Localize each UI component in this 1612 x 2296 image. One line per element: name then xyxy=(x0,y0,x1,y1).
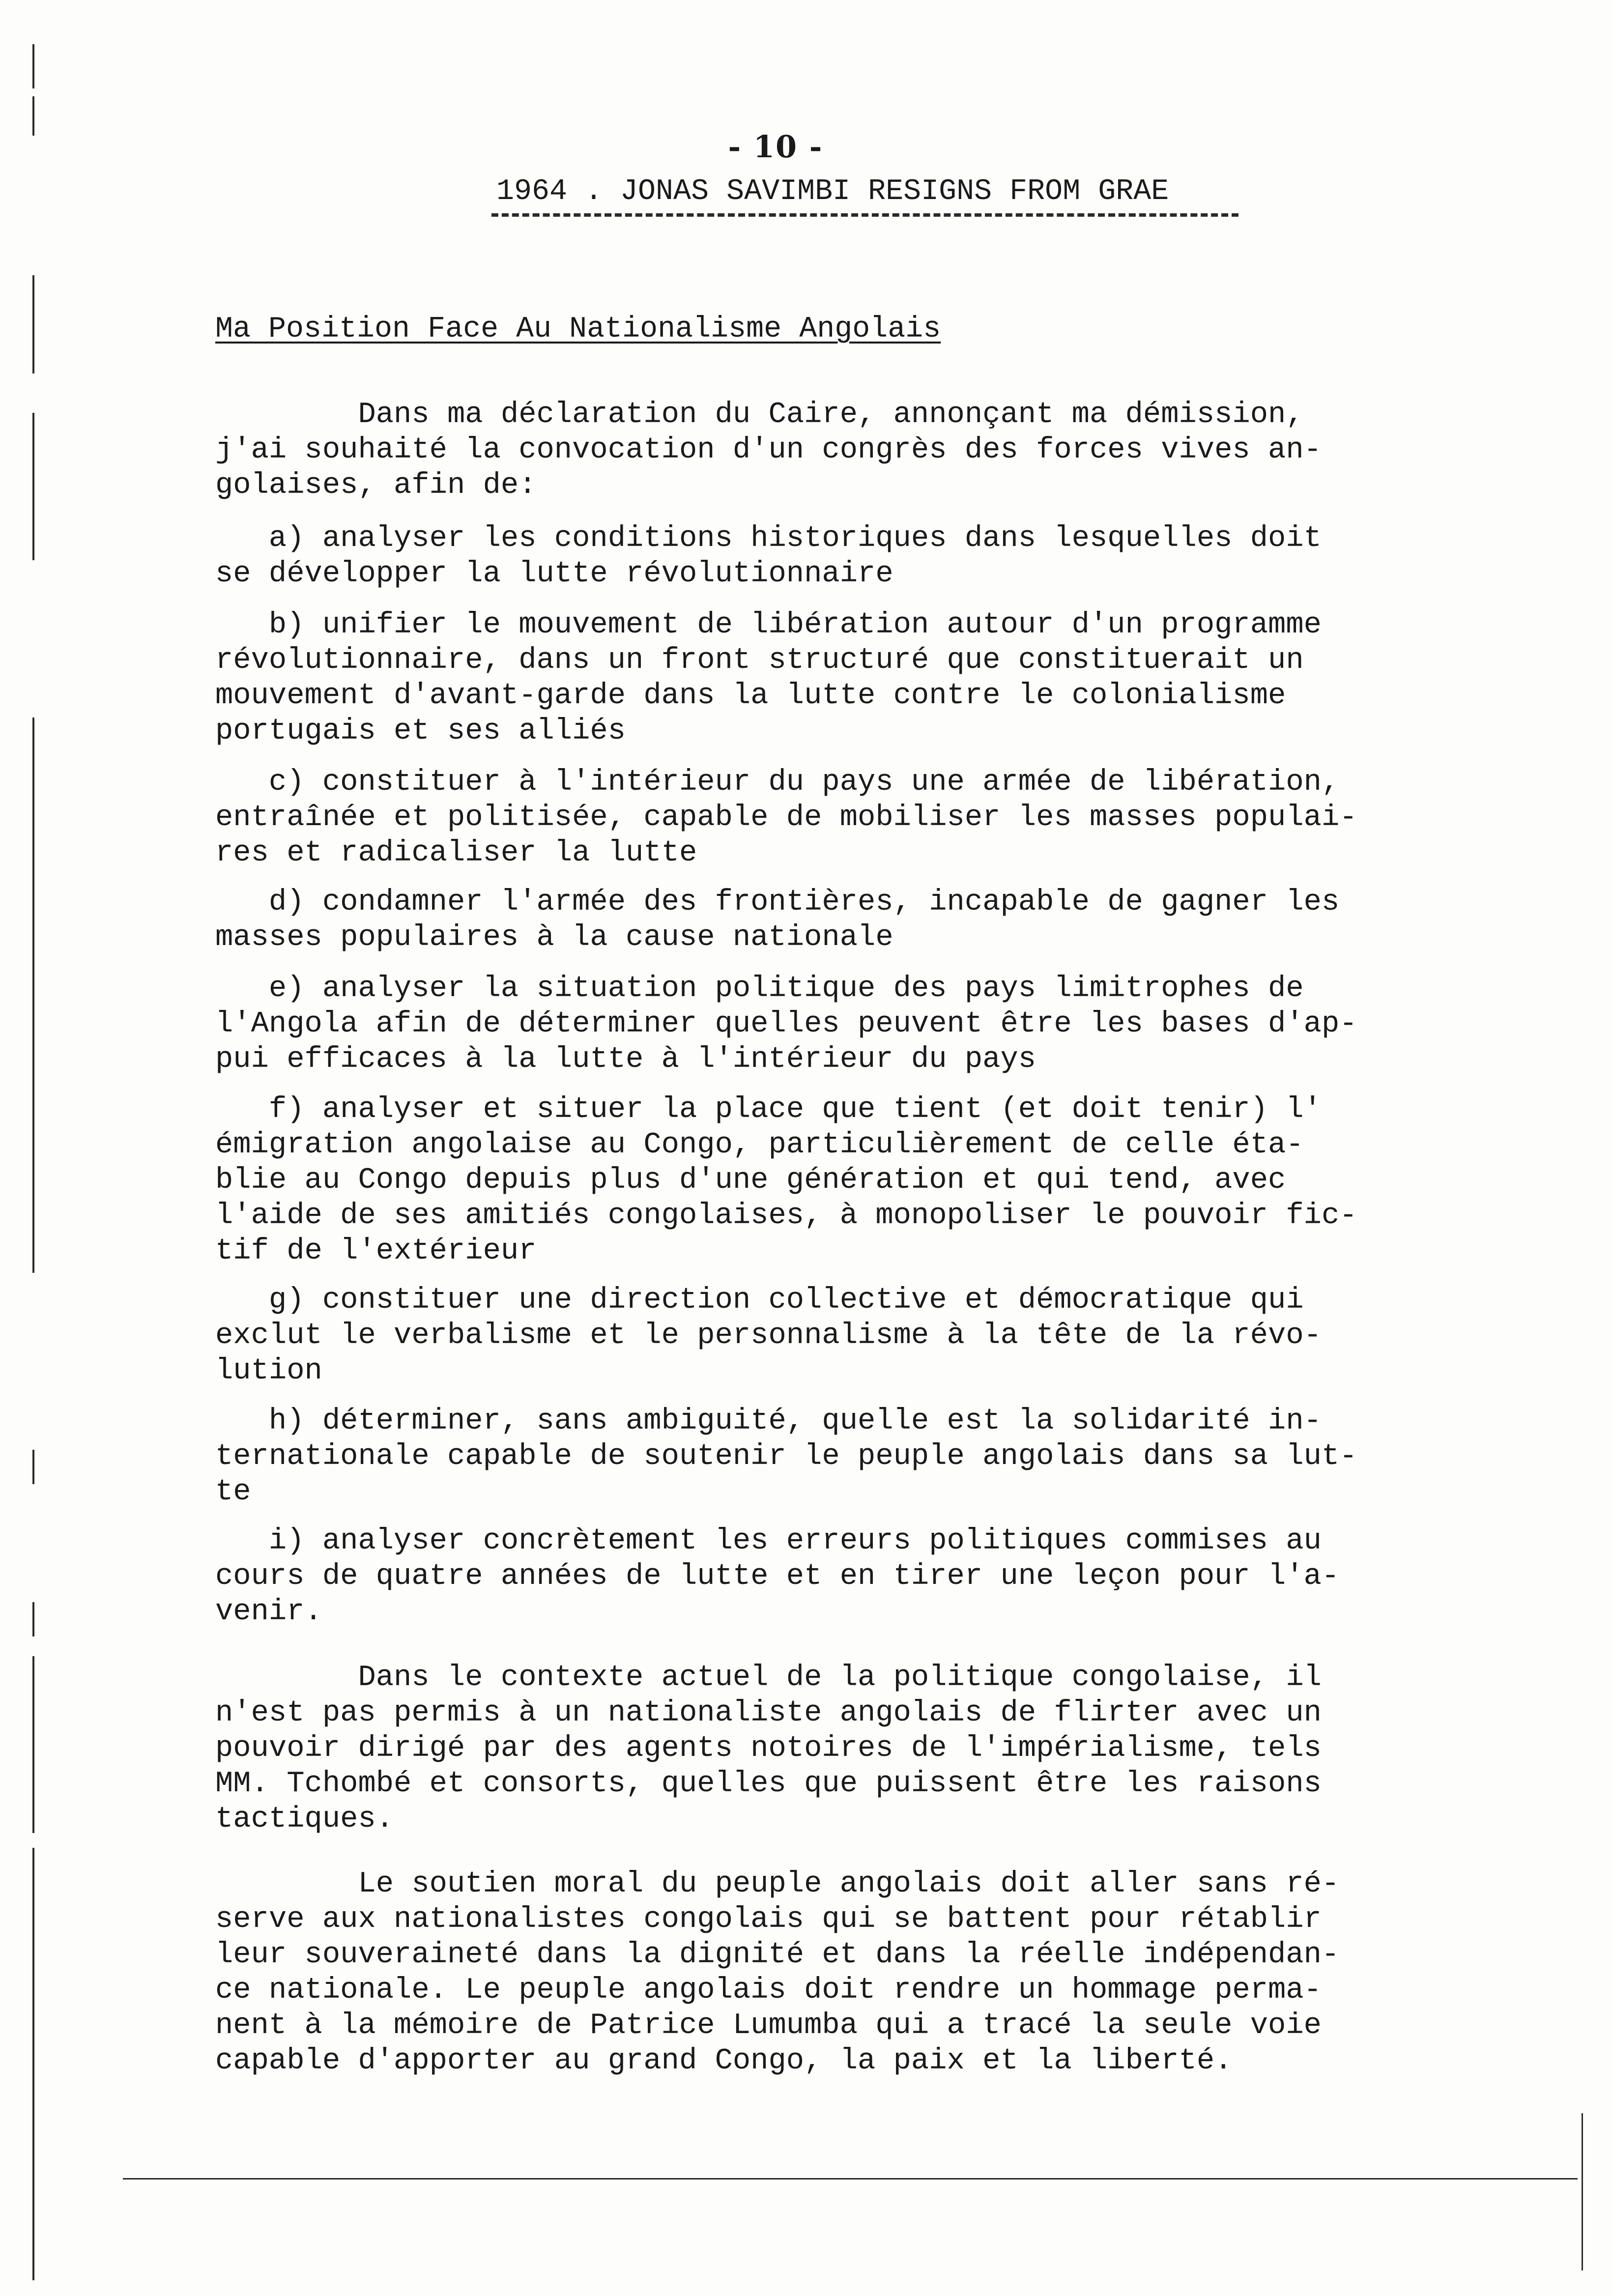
document-header: 1964 . JONAS SAVIMBI RESIGNS FROM GRAE xyxy=(496,175,1169,208)
list-item-a: a) analyser les conditions historiques dans lesquelles doit se développer la lutte révolutionnaire xyxy=(215,522,1322,591)
intro-paragraph: Dans ma déclaration du Caire, annonçant ma démission, j'ai souhaité la convocation d'un congrès des forces vives an- golaises, afin de: xyxy=(215,398,1322,502)
list-item-i: i) analyser concrètement les erreurs politiques commises au cours de quatre années de lutte et en tirer une leçon pour l'a- venir. xyxy=(215,1524,1340,1629)
binding-mark xyxy=(32,1450,34,1484)
binding-mark xyxy=(32,1656,34,1833)
list-item-e: e) analyser la situation politique des pays limitrophes de l'Angola afin de déterminer quelles peuvent être les bases d'ap- pui efficaces à la lutte à l'intérieur du pays xyxy=(215,972,1357,1076)
page-number: - 10 - xyxy=(728,129,823,165)
binding-mark xyxy=(32,96,34,136)
binding-mark xyxy=(32,413,34,560)
binding-mark xyxy=(32,1848,34,2280)
list-item-c: c) constituer à l'intérieur du pays une armée de libération, entraînée et politisée, capable de mobiliser les masses populai- res et radicaliser la lutte xyxy=(215,766,1357,870)
binding-mark xyxy=(32,718,34,1273)
binding-mark xyxy=(32,275,34,373)
header-dashed-rule xyxy=(491,213,1238,217)
paragraph-politique-congolaise: Dans le contexte actuel de la politique congolaise, il n'est pas permis à un nationaliste angolais de flirter avec un pouvoir dirigé par des agents notoires de l'impérialisme, tels MM. Tchombé et consorts, quelles que puissent être les raisons tactiques. xyxy=(215,1661,1322,1836)
paragraph-soutien-moral: Le soutien moral du peuple angolais doit aller sans ré- serve aux nationalistes congolais qui se battent pour rétablir leur souveraineté dans la dignité et dans la réelle indépendan- ce nationale. Le peuple angolais doit rendre un hommage perma- nent à la mémoire de Patrice Lumumba qui a tracé la seule voie capable d'apporter au grand Congo, la paix et la liberté. xyxy=(215,1867,1340,2078)
bottom-rule xyxy=(123,2178,1578,2180)
list-item-f: f) analyser et situer la place que tient (et doit tenir) l' émigration angolaise au Congo, particulièrement de celle éta- blie au Congo depuis plus d'une génération et qui tend, avec l'aide de ses amitiés congolaises, à monopoliser le pouvoir fic- tif de l'extérieur xyxy=(215,1093,1357,1268)
list-item-d: d) condamner l'armée des frontières, incapable de gagner les masses populaires à la cause nationale xyxy=(215,886,1340,954)
section-title: Ma Position Face Au Nationalisme Angolais xyxy=(215,313,941,346)
list-item-g: g) constituer une direction collective et démocratique qui exclut le verbalisme et le personnalisme à la tête de la révo- lution xyxy=(215,1284,1322,1388)
edge-mark xyxy=(1582,2113,1583,2270)
list-item-h: h) déterminer, sans ambiguité, quelle est la solidarité in- ternationale capable de soutenir le peuple angolais dans sa lut- te xyxy=(215,1405,1357,1509)
binding-mark xyxy=(32,44,34,88)
binding-mark xyxy=(32,1602,34,1636)
list-item-b: b) unifier le mouvement de libération autour d'un programme révolutionnaire, dans un front structuré que constituerait un mouvement d'avant-garde dans la lutte contre le colonialisme portugais et ses alliés xyxy=(215,608,1322,748)
